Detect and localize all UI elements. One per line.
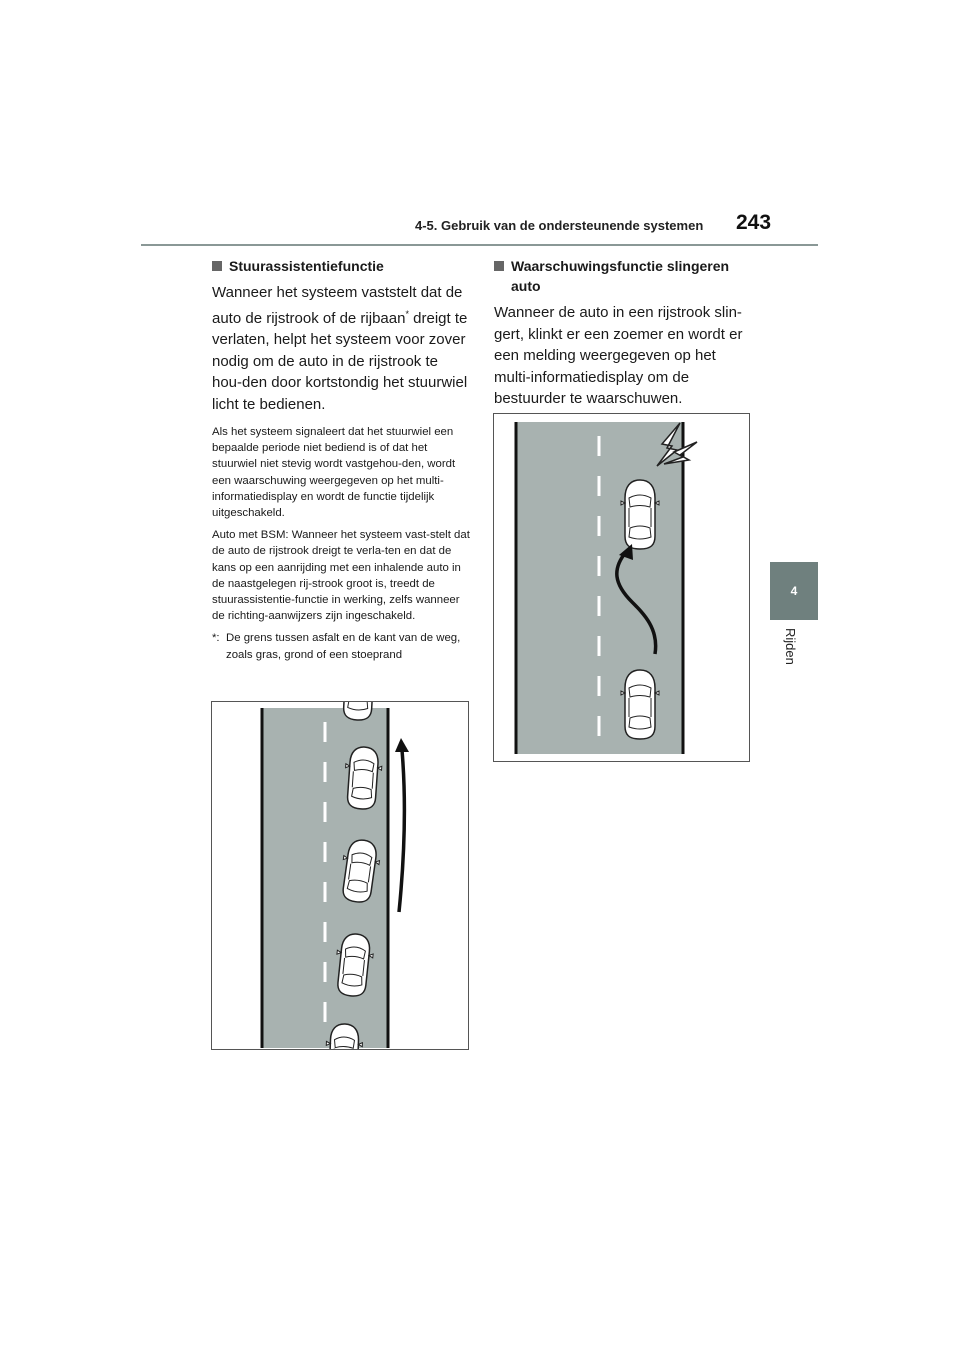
square-bullet-icon: [494, 261, 504, 271]
sway-warning-paragraph: Wanneer de auto in een rijstrook slin-gert, klinkt er een zoemer en wordt er een melding weergegeven op het multi-informatiedisplay om de bestuurder te waarschuwen.: [494, 304, 743, 407]
chapter-label: Rijden: [783, 628, 798, 665]
square-bullet-icon: [212, 261, 222, 271]
note-steering-wheel: Als het systeem signaleert dat het stuurwiel een bepaalde periode niet bediend is of dat het stuurwiel niet stevig wordt vastgehou-den, wordt een waarschuwing weergegeven op het multi-informatiedisplay en wordt de functie tijdelijk uitgeschakeld.: [212, 426, 456, 520]
note-bsm: Auto met BSM: Wanneer het systeem vast-stelt dat de auto de rijstrook dreigt te verla-ten en dat de kans op een aanrijding met een inhalende auto in de naastgelegen rij-strook groot is, treedt de stuurassistentie-functie in werking, zelfs wanneer de richting-aanwijzers zijn ingeschakeld.: [212, 529, 470, 623]
page-number: 243: [736, 211, 772, 234]
sway-warning-illustration: [493, 413, 750, 762]
steering-assist-paragraph: [212, 282, 470, 415]
steering-assist-heading: [212, 256, 470, 276]
header-rule: [141, 244, 818, 246]
car-icon: [621, 670, 659, 739]
arrow-head-icon: [395, 738, 409, 752]
chapter-tab[interactable]: 4: [770, 562, 818, 620]
footnote-text: De grens tussen asfalt en de kant van de weg, zoals gras, grond of een stoeprand: [226, 632, 461, 661]
car-icon: [621, 480, 659, 549]
road-surface: [516, 422, 683, 754]
footnote-reference: *: [405, 308, 409, 319]
footnote-mark: *:: [212, 632, 220, 645]
heading-text: Waarschuwingsfunctie slingeren auto: [511, 258, 730, 294]
right-column: [494, 256, 752, 419]
left-column: [212, 256, 470, 663]
paragraph-text-part1: Wanneer het systeem vaststelt dat de auto de rijstrook of de rijbaan: [212, 284, 463, 327]
sway-warning-heading: [494, 256, 752, 296]
paragraph-text-part2: dreigt te verlaten, helpt het systeem voor zover nodig om de auto in de rijstrook te hou-den door kortstondig het stuurwiel licht te bedienen.: [212, 309, 468, 413]
section-title: 4-5. Gebruik van de ondersteunende systemen: [415, 218, 704, 233]
heading-text: Stuurassistentiefunctie: [229, 258, 384, 274]
correction-arrow-line: [399, 750, 404, 912]
footnote: [212, 630, 470, 662]
steering-assist-illustration: [211, 701, 469, 1050]
